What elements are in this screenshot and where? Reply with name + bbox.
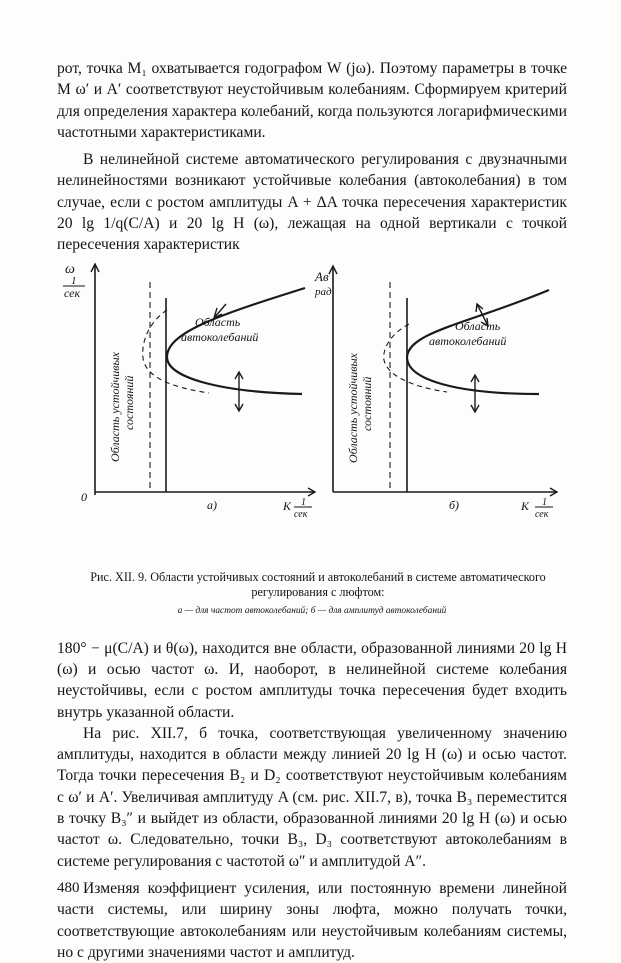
paragraph-5: Изменяя коэффициент усиления, или постоянную времени линейной части системы, или ширину зоны люфта, можно получать точки, соответствующие автоколебаниям или неустойчивым колебаниям системы, но с другими значениями частот и амплитуд. xyxy=(57,879,567,961)
left-y-label-omega: ω xyxy=(65,261,75,277)
figure-xii-9 xyxy=(57,262,567,570)
right-y-label-top: Aв xyxy=(315,268,329,284)
paragraph-4: На рис. XII.7, б точка, соответствующая увеличенному значению амплитуды, находится в области между линией 20 lg H (ω) и осью частот. Тогда точки пересечения B₂ и D₂ соответствуют неустойчивым колебаниям с ω′ и A′. Увеличивая амплитуду A (см. рис. XII.7, в), точка B₃ переместится в точку B₃″ и выйдет из области, образованной линиями 20 lg H (ω) и осью частот ω. Следовательно, точки B₃, D₃ соответствуют автоколебаниям в системе регулирования с частотой ω″ и амплитудой A″. xyxy=(57,724,568,870)
page-number: 480 xyxy=(57,880,80,896)
right-stable-region-label xyxy=(346,352,374,463)
left-auto-region-line2: автоколебаний xyxy=(181,329,259,344)
right-auto-region-line1: Область xyxy=(455,318,501,333)
right-stable-line2: состояний xyxy=(360,376,374,431)
left-y-label-num: 1 xyxy=(71,274,77,287)
figure-caption: Рис. XII. 9. Области устойчивых состояний и автоколебаний в системе автоматического регулирования с люфтом: xyxy=(90,569,546,599)
paragraph-1: рот, точка M₁ охватывается годографом W (jω). Поэтому параметры в точке M ω′ и A′ соответствуют неустойчивым колебаниям. Сформируем критерий для определения характера колебаний, когда пользуются логарифмическими частотными характеристиками. xyxy=(57,60,567,141)
right-x-label-unit: сек xyxy=(535,508,549,520)
left-auto-region-line1: Область xyxy=(195,314,241,329)
right-x-label-num: 1 xyxy=(542,496,547,508)
paragraph-2: В нелинейной системе автоматического регулирования с двузначными нелинейностями возникают устойчивые колебания (автоколебания) в том случае, если с ростом амплитуды A + ΔA точка пересечения характеристик 20 lg 1/q(C/A) и 20 lg H (ω), лежащая на одной вертикали с точкой пересечения характеристик xyxy=(57,151,567,254)
left-stable-line1: Область устойчивых xyxy=(108,351,122,462)
left-y-label-unit: сек xyxy=(64,285,81,300)
paragraph-3: 180° − μ(C/A) и θ(ω), находится вне области, образованной линиями 20 lg H (ω) и осью частот ω. И, наоборот, в нелинейной системе колебания неустойчивы, если с ростом амплитуды точка пересечения будет входить внутрь указанной области. xyxy=(57,639,567,721)
figure-svg xyxy=(57,262,567,570)
left-origin-label: 0 xyxy=(81,489,87,504)
right-y-label-unit: рад xyxy=(315,285,332,298)
left-x-label-unit: сек xyxy=(294,508,308,520)
left-x-label-k: K xyxy=(283,498,292,513)
left-stable-line2: состояний xyxy=(122,375,136,430)
left-labels xyxy=(63,262,312,520)
page-body xyxy=(57,58,567,963)
right-stable-line1: Область устойчивых xyxy=(346,352,360,463)
figure-legend: а — для частот автоколебаний; б — для амплитуд автоколебаний xyxy=(177,605,447,616)
right-auto-region-line2: автоколебаний xyxy=(429,333,507,348)
left-x-label-num: 1 xyxy=(301,496,306,508)
left-sublabel: а) xyxy=(207,497,217,512)
right-sublabel: б) xyxy=(449,497,460,512)
left-stable-region-label xyxy=(108,351,136,462)
right-x-label-k: K xyxy=(521,498,530,513)
